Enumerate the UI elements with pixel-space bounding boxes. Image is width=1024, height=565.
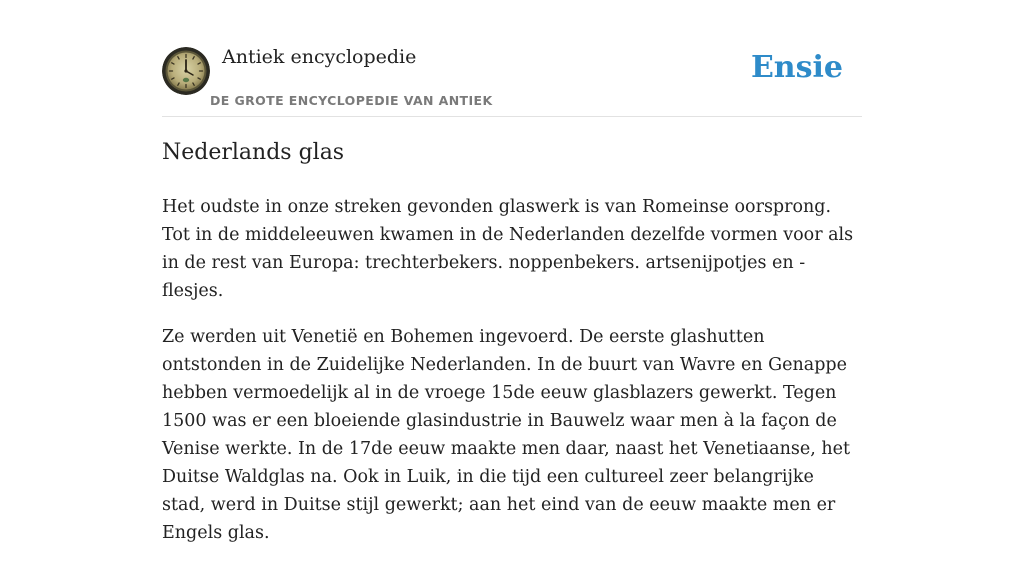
- site-subtitle: DE GROTE ENCYCLOPEDIE VAN ANTIEK: [210, 93, 493, 108]
- article-paragraph: Het oudste in onze streken gevonden glaswerk is van Romeinse oorsprong. Tot in de middeleeuwen kwamen in de Nederlanden dezelfde vormen voor als in de rest van Europa: trechterbekers. noppenbekers. artsenijpotjes en -flesjes.: [162, 197, 854, 301]
- page: [162, 0, 862, 543]
- site-title[interactable]: Antiek encyclopedie: [222, 46, 417, 68]
- site-header: [162, 0, 862, 117]
- article-paragraph: Ze werden uit Venetië en Bohemen ingevoerd. De eerste glashutten ontstonden in de Zuidelijke Nederlanden. In de buurt van Wavre en Genappe hebben vermoedelijk al in de vroege 15de eeuw glasblazers gewerkt. Tegen 1500 was er een bloeiende glasindustrie in Bauwelz waar men à la façon de Venise werkte. In de 17de eeuw maakte men daar, naast het Venetiaanse, het Duitse Waldglas na. Ook in Luik, in die tijd een cultureel zeer belangrijke stad, werd in Duitse stijl gewerkt; aan het eind van de eeuw maakte men er Engels glas.: [162, 327, 851, 543]
- article-title: Nederlands glas: [162, 140, 345, 165]
- antique-clock-icon[interactable]: [162, 47, 210, 95]
- brand-logo[interactable]: Ensie: [750, 50, 843, 85]
- article-body: [162, 193, 862, 565]
